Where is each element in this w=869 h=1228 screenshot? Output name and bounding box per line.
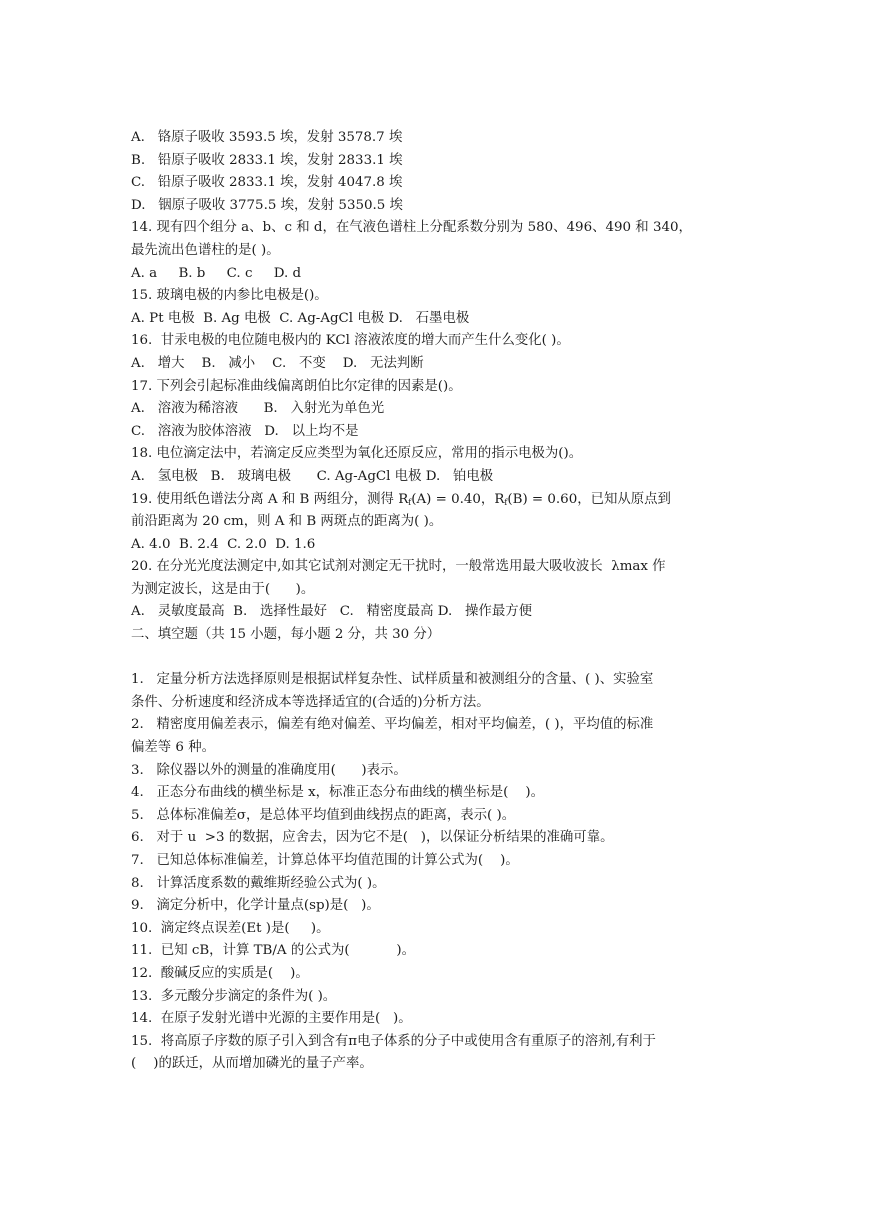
q18-stem: 18. 电位滴定法中，若滴定反应类型为氧化还原反应，常用的指示电极为()。 <box>131 446 583 462</box>
fill-q1-line2: 条件、分析速度和经济成本等选择适宜的(合适的)分析方法。 <box>131 694 490 710</box>
fill-q15-line2: ( )的跃迁，从而增加磷光的量子产率。 <box>131 1056 373 1072</box>
q15-options: A. Pt 电极 B. Ag 电极 C. Ag-AgCl 电极 D. 石墨电极 <box>131 310 470 326</box>
q19-options: A. 4.0 B. 2.4 C. 2.0 D. 1.6 <box>131 536 316 552</box>
q19-text-part2: (A) = 0.40，R <box>411 491 505 507</box>
q19-subscript-1: f <box>408 497 412 507</box>
q14-stem-line2: 最先流出色谱柱的是( )。 <box>131 242 280 258</box>
fill-q5: 5. 总体标准偏差σ，是总体平均值到曲线拐点的距离，表示( )。 <box>131 807 516 823</box>
q19-stem-line1 <box>131 489 743 512</box>
q20-options: A. 灵敏度最高 B. 选择性最好 C. 精密度最高 D. 操作最方便 <box>131 604 532 620</box>
q19-stem-line2: 前沿距离为 20 cm，则 A 和 B 两斑点的距离为( )。 <box>131 514 443 530</box>
q20-stem-line2: 为测定波长，这是由于( )。 <box>131 581 315 597</box>
q13-option-b: B. 铅原子吸收 2833.1 埃，发射 2833.1 埃 <box>131 152 403 168</box>
q13-option-d: D. 铟原子吸收 3775.5 埃，发射 5350.5 埃 <box>131 197 403 213</box>
q14-options: A. a B. b C. c D. d <box>131 265 302 281</box>
q20-stem-line1: 20. 在分光光度法测定中,如其它试剂对测定无干扰时，一般常选用最大吸收波长 λmax 作 <box>131 559 666 575</box>
q14-stem-line1: 14. 现有四个组分 a、b、c 和 d，在气液色谱柱上分配系数分别为 580、496、490 和 340， <box>131 220 692 236</box>
q18-options: A. 氢电极 B. 玻璃电极 C. Ag-AgCl 电极 D. 铂电极 <box>131 468 494 484</box>
q15-stem: 15. 玻璃电极的内参比电极是()。 <box>131 288 328 304</box>
fill-q13: 13. 多元酸分步滴定的条件为( )。 <box>131 988 337 1004</box>
fill-q4: 4. 正态分布曲线的横坐标是 x，标准正态分布曲线的横坐标是( )。 <box>131 785 544 801</box>
fill-q9: 9. 滴定分析中，化学计量点(sp)是( )。 <box>131 898 380 914</box>
fill-q14: 14. 在原子发射光谱中光源的主要作用是( )。 <box>131 1011 412 1027</box>
fill-q7: 7. 已知总体标准偏差，计算总体平均值范围的计算公式为( )。 <box>131 853 519 868</box>
q13-option-c: C. 铅原子吸收 2833.1 埃，发射 4047.8 埃 <box>131 175 403 191</box>
fill-q3: 3. 除仪器以外的测量的准确度用( )表示。 <box>131 762 407 778</box>
section2-title: 二、填空题（共 15 小题，每小题 2 分，共 30 分） <box>131 627 441 643</box>
q19-text-part1: 19. 使用纸色谱法分离 A 和 B 两组分，测得 R <box>131 491 409 507</box>
q13-option-a: A. 铬原子吸收 3593.5 埃，发射 3578.7 埃 <box>131 130 403 145</box>
fill-q12: 12. 酸碱反应的实质是( )。 <box>131 965 309 981</box>
fill-q10: 10. 滴定终点误差(Et )是( )。 <box>131 920 330 936</box>
q16-stem: 16. 甘汞电极的电位随电极内的 KCl 溶液浓度的增大而产生什么变化( )。 <box>131 333 570 349</box>
fill-q2-line1: 2. 精密度用偏差表示，偏差有绝对偏差、平均偏差，相对平均偏差，( )，平均值的标准 <box>131 717 654 733</box>
q17-options-cd: C. 溶液为胶体溶液 D. 以上均不是 <box>131 423 359 439</box>
section-spacer <box>131 647 743 670</box>
q19-subscript-2: f <box>504 497 508 507</box>
fill-q1-line1: 1. 定量分析方法选择原则是根据试样复杂性、试样质量和被测组分的含量、( )、实验室 <box>131 672 654 688</box>
q17-options-ab: A. 溶液为稀溶液 B. 入射光为单色光 <box>131 401 385 417</box>
q19-text-part3: (B) = 0.60，已知从原点到 <box>507 491 671 507</box>
fill-q8: 8. 计算活度系数的戴维斯经验公式为( )。 <box>131 875 386 891</box>
fill-q15-line1: 15. 将高原子序数的原子引入到含有π电子体系的分子中或使用含有重原子的溶剂,有利于 <box>131 1033 656 1049</box>
document-page <box>131 127 743 1076</box>
q16-options: A. 增大 B. 减小 C. 不变 D. 无法判断 <box>131 355 424 371</box>
fill-q11: 11. 已知 cB，计算 TB/A 的公式为( )。 <box>131 943 416 959</box>
fill-q2-line2: 偏差等 6 种。 <box>131 740 215 756</box>
q17-stem: 17. 下列会引起标准曲线偏离朗伯比尔定律的因素是()。 <box>131 378 462 394</box>
fill-q6: 6. 对于 u >3 的数据，应舍去，因为它不是( )，以保证分析结果的准确可靠。 <box>131 830 614 846</box>
